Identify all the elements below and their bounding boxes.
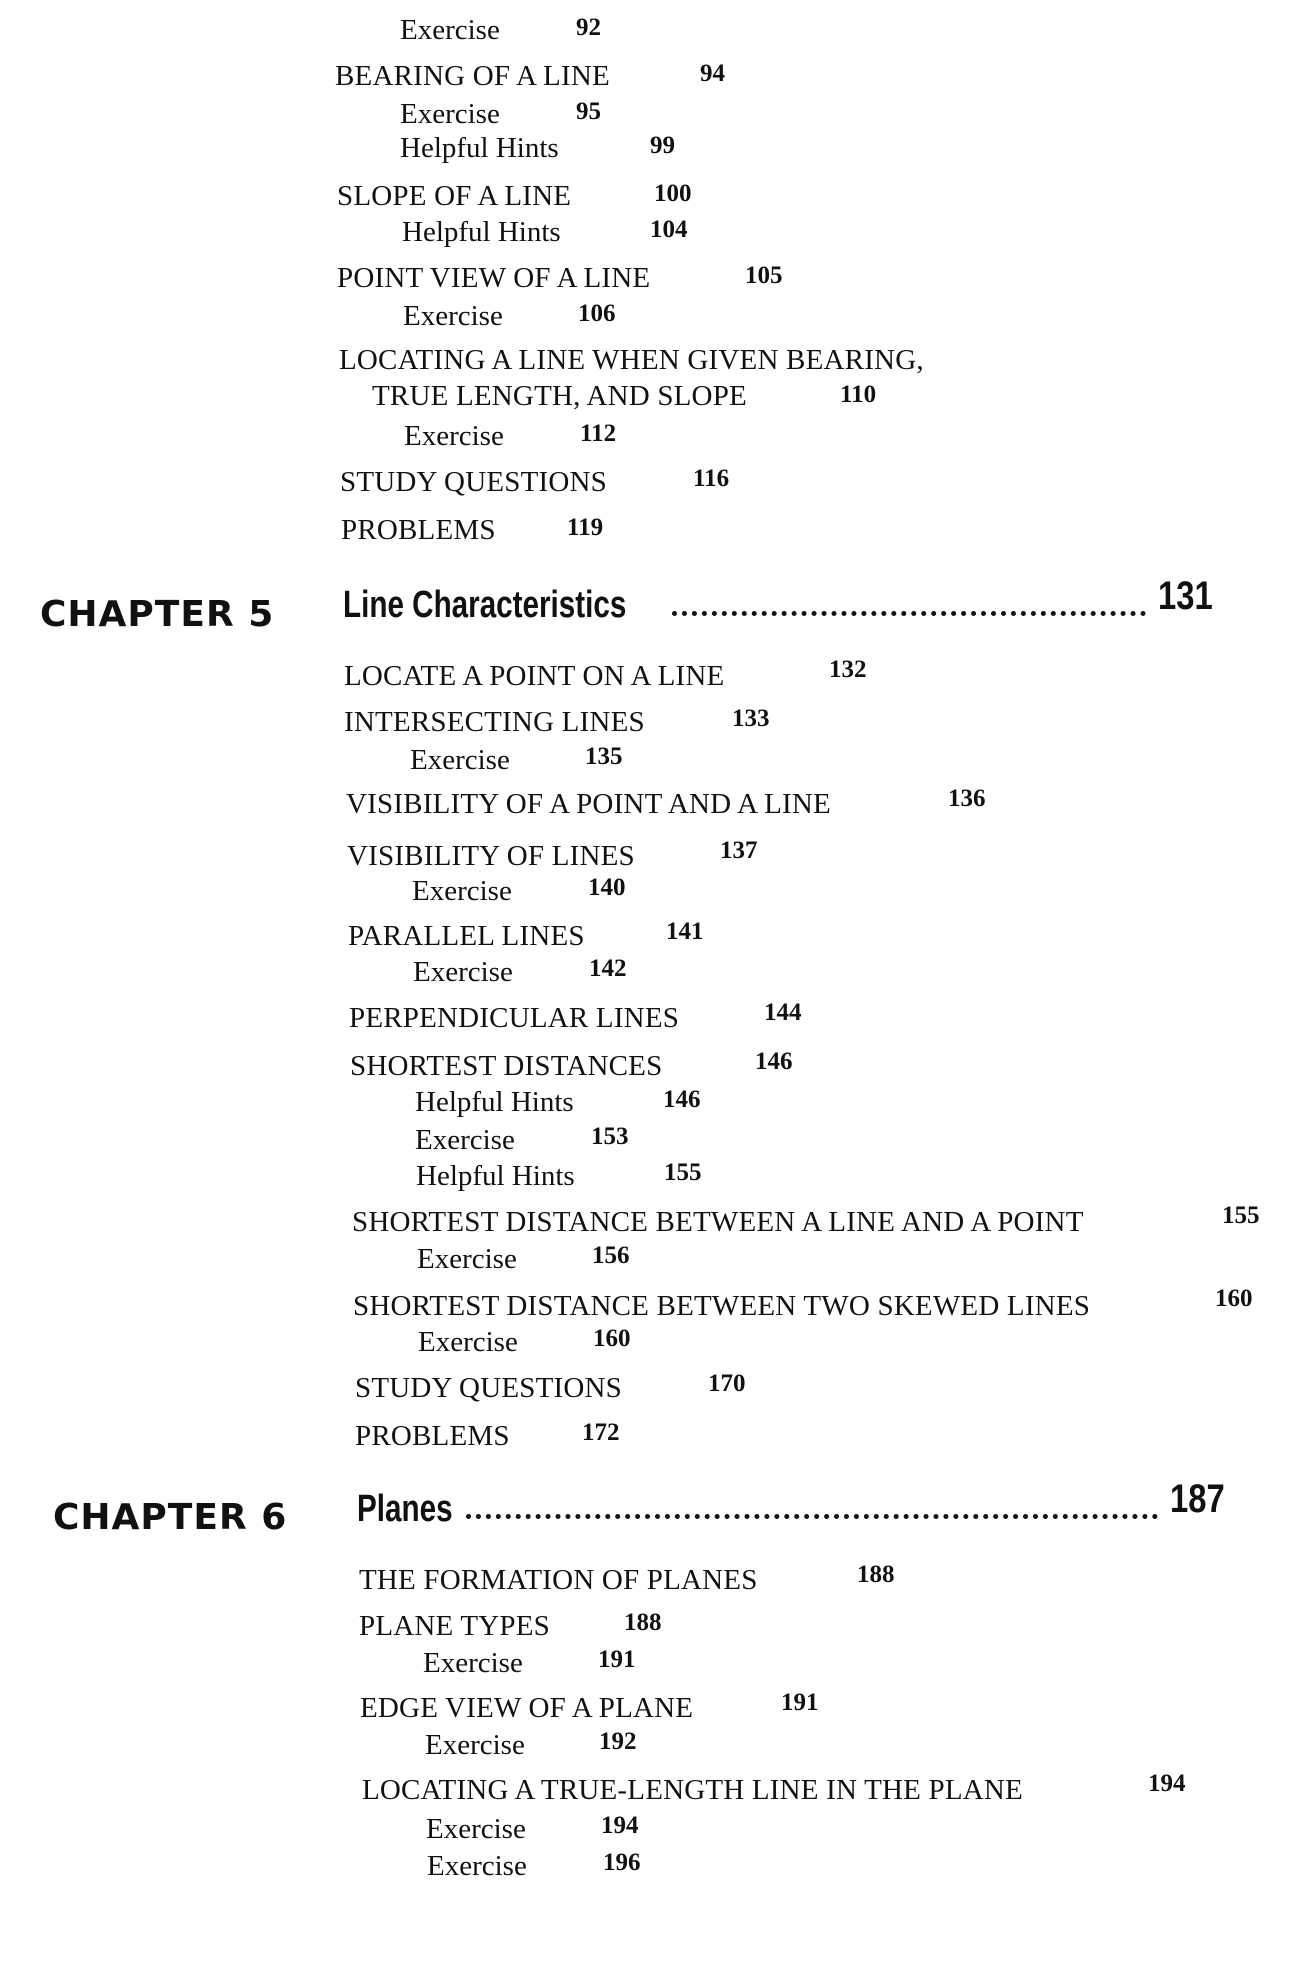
toc-entry-text: STUDY QUESTIONS [355, 1372, 622, 1404]
toc-entry-page: 133 [732, 705, 770, 732]
toc-entry-page: 94 [700, 60, 725, 87]
toc-entry-text: SHORTEST DISTANCE BETWEEN TWO SKEWED LINES [353, 1290, 1091, 1322]
toc-entry-page: 142 [589, 955, 627, 982]
toc-entry-page: 156 [592, 1242, 630, 1269]
chapter-title: Planes [357, 1488, 453, 1530]
toc-entry-page: 160 [593, 1325, 631, 1352]
toc-entry-text: LOCATING A TRUE-LENGTH LINE IN THE PLANE [362, 1774, 1023, 1806]
toc-entry-text: Exercise [425, 1729, 525, 1761]
toc-entry-page: 112 [580, 420, 617, 447]
toc-entry-page: 170 [708, 1370, 746, 1397]
toc-entry-page: 99 [650, 132, 675, 159]
toc-entry-page: 100 [654, 180, 692, 207]
chapter-title: Line Characteristics [343, 584, 627, 626]
toc-entry-text-continued: TRUE LENGTH, AND SLOPE [372, 380, 747, 412]
chapter-page-number: 187 [1170, 1477, 1225, 1521]
toc-entry-text: Exercise [415, 1124, 515, 1156]
toc-entry-page: 146 [755, 1048, 793, 1075]
toc-entry-page: 110 [840, 381, 877, 408]
toc-entry-text: Exercise [417, 1243, 517, 1275]
toc-entry-text: Exercise [418, 1326, 518, 1358]
toc-entry-page: 106 [578, 300, 616, 327]
toc-entry-text: Exercise [413, 956, 513, 988]
toc-entry-text: PROBLEMS [355, 1420, 510, 1452]
toc-entry-text: LOCATING A LINE WHEN GIVEN BEARING, [339, 344, 924, 376]
toc-entry-text: PLANE TYPES [359, 1610, 550, 1642]
toc-entry-text: PROBLEMS [341, 514, 496, 546]
toc-entry-page: 132 [829, 656, 867, 683]
toc-entry-text: PERPENDICULAR LINES [349, 1002, 680, 1034]
toc-entry-text: Exercise [426, 1813, 526, 1845]
toc-entry-page: 194 [601, 1812, 639, 1839]
toc-entry-page: 135 [585, 743, 623, 770]
toc-entry-page: 191 [598, 1646, 636, 1673]
toc-entry-page: 105 [745, 262, 783, 289]
toc-entry-page: 191 [781, 1689, 819, 1716]
toc-entry-page: 136 [948, 785, 986, 812]
toc-entry-page: 141 [666, 918, 704, 945]
toc-entry-text: SHORTEST DISTANCES [350, 1050, 663, 1082]
toc-entry-page: 196 [603, 1849, 641, 1876]
toc-entry-page: 188 [857, 1561, 895, 1588]
toc-entry-text: Exercise [400, 98, 500, 130]
toc-entry-text: Helpful Hints [402, 216, 561, 248]
toc-entry-page: 137 [720, 837, 758, 864]
toc-entry-text: Exercise [403, 300, 503, 332]
toc-entry-text: Helpful Hints [415, 1086, 574, 1118]
toc-entry-page: 116 [693, 465, 730, 492]
toc-entry-text: VISIBILITY OF A POINT AND A LINE [346, 788, 831, 820]
toc-entry-text: LOCATE A POINT ON A LINE [344, 660, 725, 692]
toc-entry-text: INTERSECTING LINES [344, 706, 645, 738]
toc-entry-text: Exercise [412, 875, 512, 907]
toc-entry-text: BEARING OF A LINE [335, 60, 610, 92]
chapter-label: CHAPTER 6 [53, 1497, 288, 1538]
toc-entry-text: Exercise [410, 744, 510, 776]
toc-entry-page: 92 [576, 14, 601, 41]
toc-entry-page: 104 [650, 216, 688, 243]
toc-entry-page: 140 [588, 874, 626, 901]
chapter-dot-leader [466, 1514, 1158, 1519]
toc-entry-text: Helpful Hints [416, 1160, 575, 1192]
toc-entry-page: 119 [567, 514, 604, 541]
toc-entry-text: EDGE VIEW OF A PLANE [360, 1692, 694, 1724]
toc-entry-text: PARALLEL LINES [348, 920, 585, 952]
toc-entry-text: STUDY QUESTIONS [340, 466, 607, 498]
chapter-page-number: 131 [1158, 574, 1213, 618]
toc-entry-page: 188 [624, 1609, 662, 1636]
toc-entry-text: SHORTEST DISTANCE BETWEEN A LINE AND A POINT [352, 1206, 1084, 1238]
toc-entry-text: Helpful Hints [400, 132, 559, 164]
toc-entry-page: 192 [599, 1728, 637, 1755]
toc-entry-page: 172 [582, 1419, 620, 1446]
toc-entry-text: POINT VIEW OF A LINE [337, 262, 651, 294]
toc-entry-text: Exercise [404, 420, 504, 452]
toc-entry-page: 155 [664, 1159, 702, 1186]
toc-entry-text: Exercise [423, 1647, 523, 1679]
toc-entry-text: VISIBILITY OF LINES [347, 840, 635, 872]
toc-entry-page: 146 [663, 1086, 701, 1113]
toc-entry-page: 95 [576, 98, 601, 125]
toc-entry-text: Exercise [427, 1850, 527, 1882]
toc-entry-page: 153 [591, 1123, 629, 1150]
chapter-dot-leader [672, 611, 1146, 616]
toc-entry-page: 155 [1222, 1202, 1260, 1229]
toc-entry-page: 144 [764, 999, 802, 1026]
toc-entry-page: 194 [1148, 1770, 1186, 1797]
toc-entry-text: THE FORMATION OF PLANES [359, 1564, 758, 1596]
toc-entry-text: Exercise [400, 14, 500, 46]
toc-entry-page: 160 [1215, 1285, 1253, 1312]
chapter-label: CHAPTER 5 [40, 594, 275, 635]
toc-entry-text: SLOPE OF A LINE [337, 180, 572, 212]
